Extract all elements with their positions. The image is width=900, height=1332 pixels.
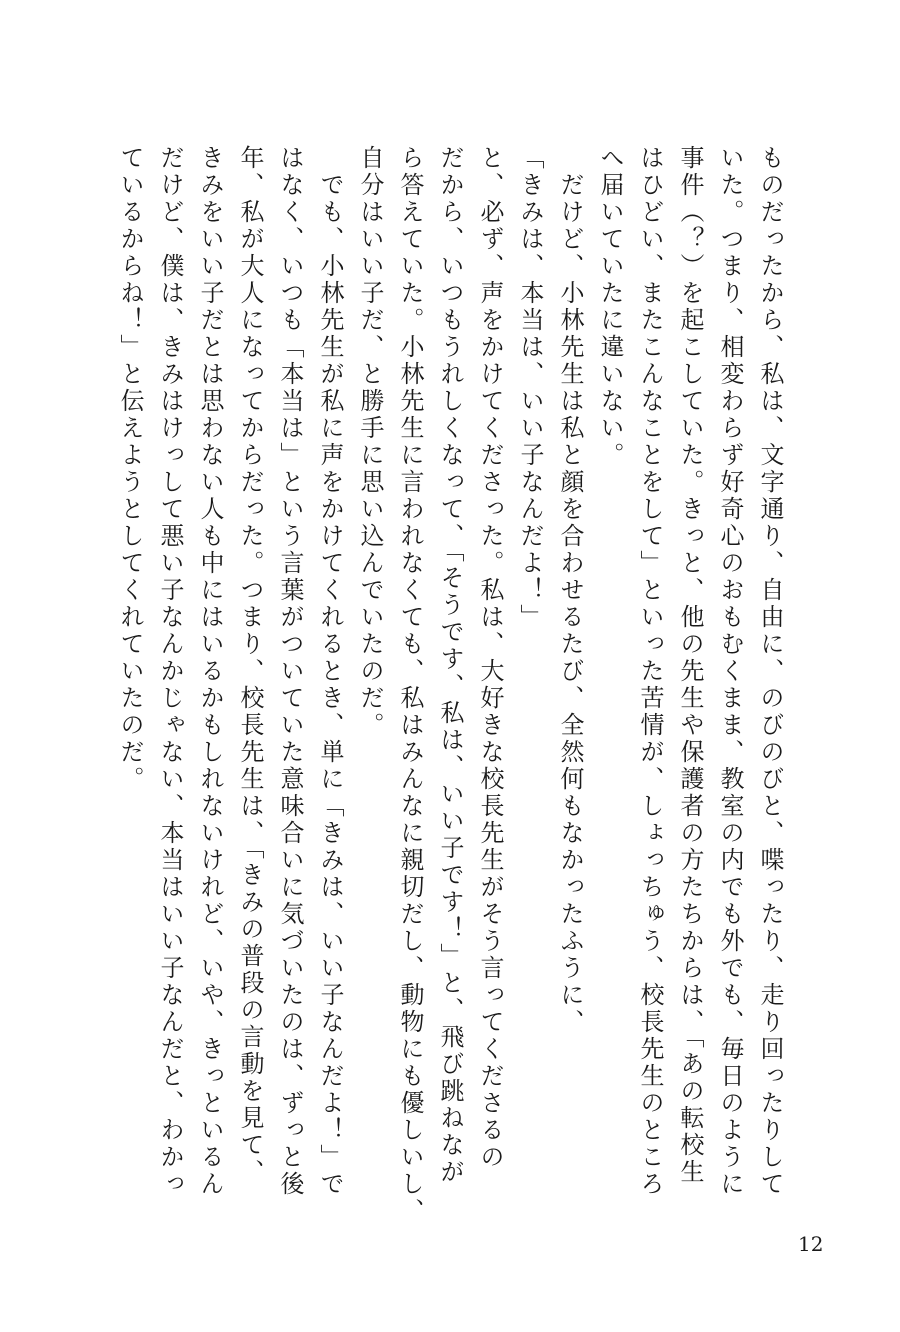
text-line: 自分はいい子だ、と勝手に思い込んでいたのだ。 — [356, 145, 384, 739]
text-line: だけど、小林先生は私と顔を合わせるたび、全然何もなかったふうに、 — [556, 145, 584, 1036]
text-line: はひどい、またこんなことをして」といった苦情が、しょっちゅう、校長先生のところ — [636, 145, 664, 1198]
text-line: へ届いていたに違いない。 — [596, 145, 624, 469]
text-line: 年、私が大人になってからだった。つまり、校長先生は、「きみの普段の言動を見て、 — [236, 145, 264, 1186]
text-line: 「きみは、本当は、いい子なんだよ！」 — [516, 145, 544, 631]
text-line: だけど、僕は、きみはけっして悪い子なんかじゃない、本当はいい子なんだと、わかっ — [156, 145, 184, 1198]
text-line: 事件（？）を起こしていた。きっと、他の先生や保護者の方たちからは、「あの転校生 — [676, 145, 704, 1186]
text-line: はなく、いつも「本当は」という言葉がついていた意味合いに気づいたのは、ずっと後 — [276, 145, 304, 1198]
body-text — [110, 145, 790, 1225]
text-line: いた。つまり、相変わらず好奇心のおもむくまま、教室の内でも外でも、毎日のように — [716, 145, 744, 1198]
text-line: でも、小林先生が私に声をかけてくれるとき、単に「きみは、いい子なんだよ！」で — [316, 145, 344, 1198]
page-number: 12 — [798, 1232, 824, 1256]
text-line: ら答えていた。小林先生に言われなくても、私はみんなに親切だし、動物にも優しいし、 — [396, 145, 424, 1225]
text-line: だから、いつもうれしくなって、「そうです、私は、いい子です！」と、飛び跳ねなが — [436, 145, 464, 1186]
text-line: きみをいい子だとは思わない人も中にはいるかもしれないけれど、いや、きっといるん — [196, 145, 224, 1198]
text-line: ものだったから、私は、文字通り、自由に、のびのびと、喋ったり、走り回ったりして — [756, 145, 784, 1198]
text-line: と、必ず、声をかけてくださった。私は、大好きな校長先生がそう言ってくださるの — [476, 145, 504, 1171]
text-line: ているからね！」と伝えようとしてくれていたのだ。 — [116, 145, 144, 793]
